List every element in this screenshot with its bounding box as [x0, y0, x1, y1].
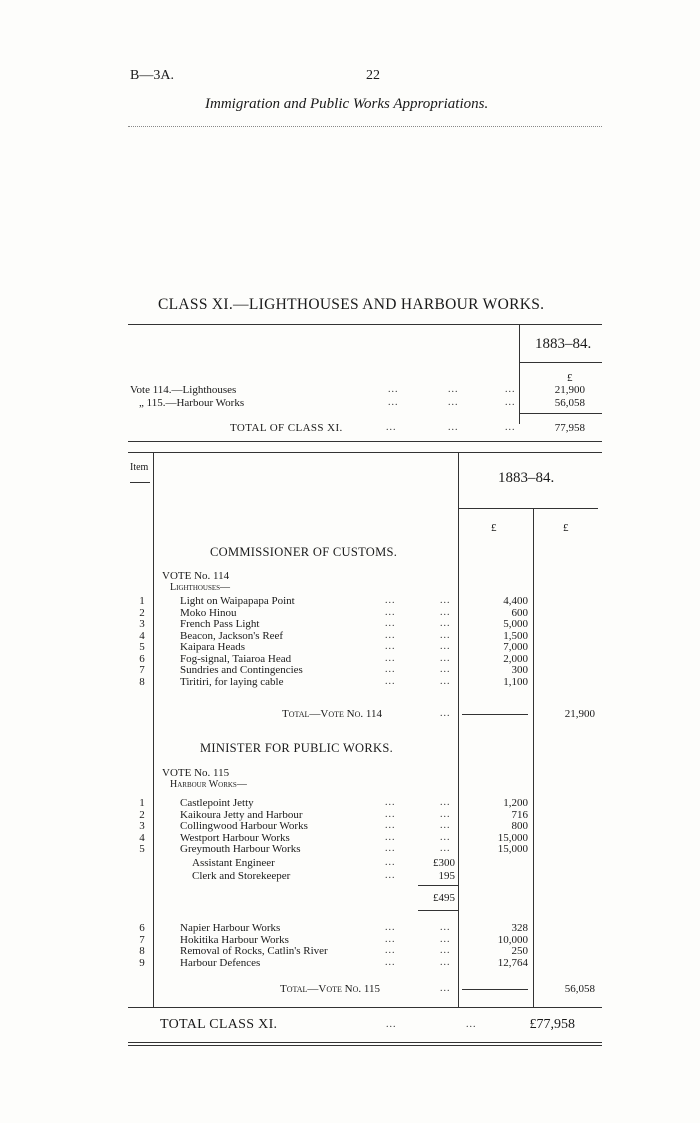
vote-total-label: Total—Vote No. 115: [280, 983, 380, 995]
item-amount: 600: [511, 606, 528, 619]
page-number: 22: [366, 68, 380, 83]
item-label: Westport Harbour Works: [180, 831, 290, 844]
sub-total-amount: £495: [433, 892, 455, 904]
summary-currency: £: [567, 372, 573, 384]
summary-row-label: „ 115.—Harbour Works: [139, 397, 245, 409]
item-label: Clerk and Storekeeper: [192, 870, 291, 882]
summary-total-amount: 77,958: [554, 422, 585, 434]
item-label: Collingwood Harbour Works: [180, 820, 308, 832]
currency-column-1: £: [491, 522, 497, 534]
item-amount: 1,200: [503, 797, 528, 809]
item-label: Sundries and Contingencies: [180, 664, 303, 676]
item-number: 4: [139, 831, 145, 844]
vote-subheading: Harbour Works—: [170, 779, 247, 790]
item-amount: 328: [511, 922, 528, 934]
item-amount: 12,764: [497, 956, 528, 969]
summary-column-rule: [519, 324, 520, 424]
item-number: 1: [139, 595, 145, 607]
item-number: 6: [139, 652, 145, 665]
item-number: 3: [139, 618, 145, 630]
item-label: Assistant Engineer: [192, 857, 275, 869]
item-amount: 195: [438, 870, 455, 882]
item-number: 7: [139, 664, 145, 676]
vote-heading: VOTE No. 115: [162, 767, 230, 779]
vote-total-amount: 21,900: [564, 708, 595, 720]
item-label: Fog-signal, Taiaroa Head: [180, 652, 292, 665]
item-label: Kaipara Heads: [180, 641, 246, 653]
item-amount: 15,000: [497, 843, 528, 855]
currency-column-2: £: [563, 522, 569, 534]
item-amount: 4,400: [503, 595, 528, 607]
running-title: Immigration and Public Works Appropriations.: [205, 96, 489, 112]
item-label: Beacon, Jackson's Reef: [180, 629, 284, 642]
item-amount: 10,000: [497, 933, 528, 946]
item-number: 1: [139, 797, 145, 809]
item-number: 4: [139, 629, 145, 642]
grand-total-label: TOTAL CLASS XI.: [160, 1017, 278, 1032]
item-number: 3: [139, 820, 145, 832]
vote-subheading: Lighthouses—: [170, 582, 231, 593]
summary-row-label: Vote 114.—Lighthouses: [130, 384, 237, 396]
item-column-header: Item: [130, 462, 149, 473]
vote-heading: VOTE No. 114: [162, 570, 230, 582]
item-number: 8: [139, 945, 145, 957]
item-number: 5: [139, 641, 145, 653]
item-number: 2: [139, 808, 145, 821]
item-label: Hokitika Harbour Works: [180, 933, 289, 946]
class-title: CLASS XI.—LIGHTHOUSES AND HARBOUR WORKS.: [158, 296, 545, 313]
summary-row-amount: 56,058: [554, 397, 585, 409]
vote-total-label: Total—Vote No. 114: [282, 708, 382, 720]
item-number: 9: [139, 956, 145, 969]
grand-total-amount: £77,958: [529, 1017, 575, 1032]
department-title: COMMISSIONER OF CUSTOMS.: [210, 545, 398, 559]
detail-year: 1883–84.: [498, 470, 555, 486]
item-number: 6: [139, 922, 145, 934]
header-rule: [128, 126, 602, 127]
item-amount: 2,000: [503, 652, 528, 665]
item-amount: £300: [433, 857, 455, 869]
item-amount: 800: [511, 820, 528, 832]
item-label: Light on Waipapapa Point: [180, 595, 295, 607]
summary-total-label: TOTAL OF CLASS XI.: [230, 422, 343, 434]
item-amount: 15,000: [497, 831, 528, 844]
item-amount: 5,000: [503, 618, 528, 630]
item-amount: 250: [511, 945, 528, 957]
item-amount: 1,100: [503, 675, 528, 688]
item-label: Tiritiri, for laying cable: [180, 675, 284, 688]
item-label: Castlepoint Jetty: [180, 797, 254, 809]
item-label: Greymouth Harbour Works: [180, 843, 301, 855]
item-label: Napier Harbour Works: [180, 922, 281, 934]
department-title: MINISTER FOR PUBLIC WORKS.: [200, 741, 394, 755]
item-amount: 716: [511, 808, 528, 821]
item-label: French Pass Light: [180, 618, 260, 630]
item-label: Removal of Rocks, Catlin's River: [180, 945, 328, 957]
item-number: 2: [139, 606, 145, 619]
item-amount: 1,500: [503, 629, 528, 642]
vote-total-amount: 56,058: [564, 983, 595, 995]
summary-row-amount: 21,900: [554, 384, 585, 396]
item-amount: 300: [511, 664, 528, 676]
item-number: 8: [139, 675, 145, 688]
item-label: Moko Hinou: [180, 606, 237, 619]
item-amount: 7,000: [503, 641, 528, 653]
item-number: 7: [139, 933, 145, 946]
document-ref: B—3A.: [130, 68, 174, 83]
summary-year: 1883–84.: [535, 336, 592, 352]
item-number: 5: [139, 843, 145, 855]
item-label: Harbour Defences: [180, 956, 261, 969]
item-label: Kaikoura Jetty and Harbour: [180, 808, 303, 821]
